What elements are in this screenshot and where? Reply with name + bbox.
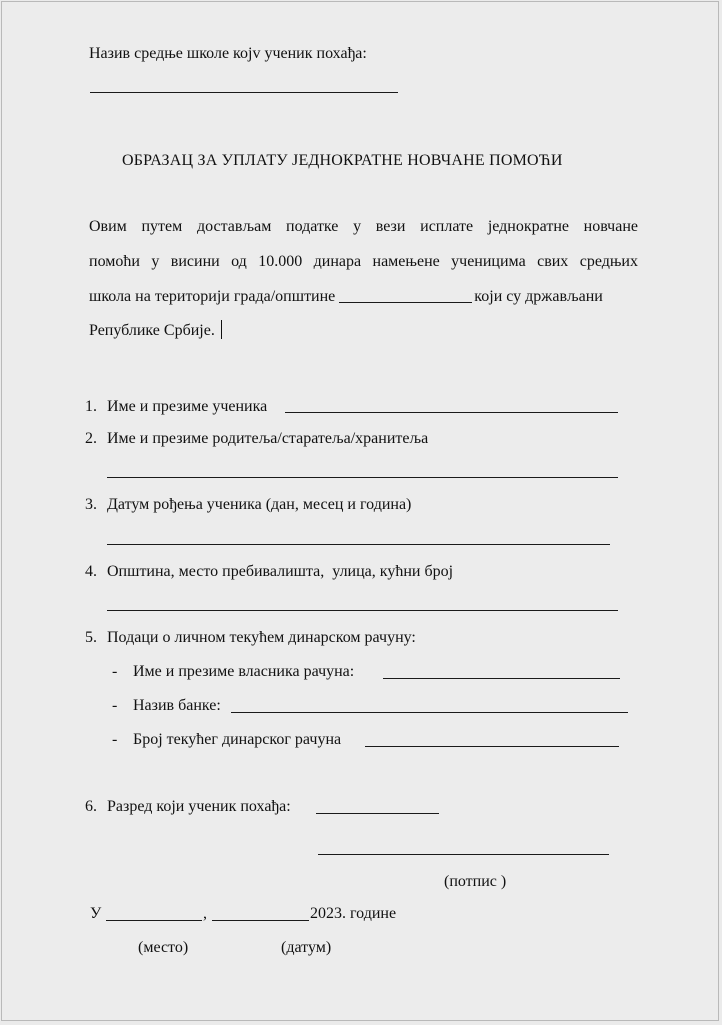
intro-line-1: Овим путем достављам податке у вези исплате једнократне новчане: [89, 218, 638, 235]
bank-name-field[interactable]: [231, 712, 628, 713]
birth-date-field[interactable]: [107, 544, 610, 545]
item-1-number: 1.: [85, 398, 97, 415]
item-6-number: 6.: [85, 798, 97, 815]
place-date-comma: ,: [203, 905, 207, 922]
account-bullet-2: -: [112, 697, 118, 714]
signature-caption: (потпис ): [444, 873, 507, 890]
account-number-label: Број текућег динарског рачуна: [133, 731, 342, 748]
item-4-label: Општина, место пребивалишта, улица, кућни број: [107, 563, 454, 580]
account-holder-field[interactable]: [383, 678, 620, 679]
date-caption: (датум): [281, 939, 332, 956]
item-5-label: Подаци о личном текућем динарском рачуну:: [107, 629, 416, 646]
place-prefix: У: [90, 905, 102, 922]
parent-name-field[interactable]: [107, 477, 618, 478]
municipality-field[interactable]: [339, 286, 472, 303]
student-name-field[interactable]: [285, 412, 618, 413]
item-3-number: 3.: [85, 496, 97, 513]
signature-field[interactable]: [318, 854, 609, 855]
account-number-field[interactable]: [365, 746, 619, 747]
place-field[interactable]: [106, 920, 202, 921]
place-caption: (место): [138, 939, 189, 956]
school-name-label: Назив средње школе којv ученик похађа:: [89, 45, 367, 62]
intro-line-3: [89, 286, 638, 307]
account-holder-label: Име и презиме власника рачуна:: [133, 663, 355, 680]
address-field[interactable]: [107, 610, 618, 611]
item-5-number: 5.: [85, 629, 97, 646]
intro-line-4-text: Републике Србије.: [89, 322, 215, 339]
text-cursor: [221, 320, 222, 339]
grade-field[interactable]: [316, 813, 439, 814]
school-name-field[interactable]: [90, 92, 398, 93]
intro-line-2: помоћи у висини од 10.000 динара намењене ученицима свих средњих: [89, 253, 638, 270]
account-bullet-1: -: [112, 663, 118, 680]
account-bullet-3: -: [112, 731, 118, 748]
item-2-label: Име и презиме родитеља/старатеља/хранитеља: [107, 430, 429, 447]
document-page: [1, 1, 719, 1021]
item-6-label: Разред који ученик похађа:: [107, 798, 291, 815]
bank-name-label: Назив банке:: [133, 697, 221, 714]
item-3-label: Датум рођења ученика (дан, месец и година): [107, 496, 412, 513]
intro-line-3-end: који су држављани: [474, 288, 603, 305]
intro-line-3-start: школа на територији града/општине: [89, 288, 336, 305]
intro-line-4: [89, 320, 222, 341]
date-field[interactable]: [212, 920, 309, 921]
item-4-number: 4.: [85, 563, 97, 580]
item-2-number: 2.: [85, 430, 97, 447]
form-title: ОБРАЗАЦ ЗА УПЛАТУ ЈЕДНОКРАТНЕ НОВЧАНЕ ПОМОЋИ: [122, 152, 563, 169]
year-suffix: 2023. године: [310, 905, 397, 922]
item-1-label: Име и презиме ученика: [107, 398, 268, 415]
